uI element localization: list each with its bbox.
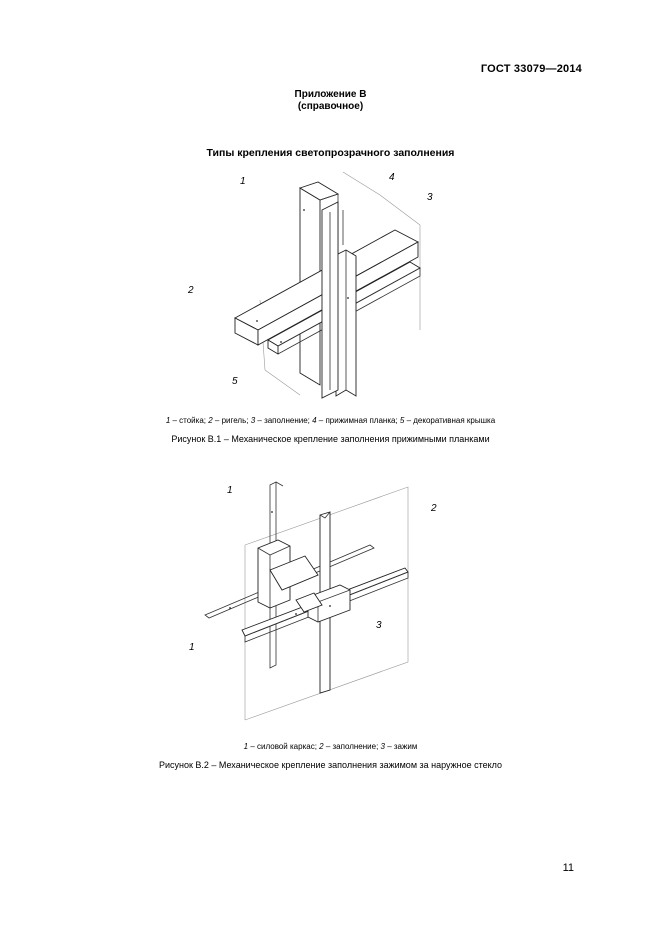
figure-1-caption: Рисунок В.1 – Механическое крепление заполнения прижимными планками [171, 434, 490, 444]
annex-title: Приложение В [294, 89, 367, 100]
fig1-legend-text-1: – стойка; [170, 416, 209, 425]
fig1-legend-num-5: 5 [399, 416, 405, 425]
fig1-legend-text-5: – декоративная крышка [404, 416, 496, 425]
fig2-legend-text-3: – зажим [384, 742, 418, 751]
fig2-legend-text-2: – заполнение; [323, 742, 381, 751]
page-number: 11 [562, 862, 574, 874]
fig1-legend-num-1: 1 [165, 416, 171, 425]
fig1-legend-text-2: – ригель; [212, 416, 251, 425]
fig2-legend-num-3: 3 [380, 742, 385, 751]
section-title: Типы крепления светопрозрачного заполнения [206, 147, 455, 159]
fig1-label-3: 3 [427, 192, 433, 203]
fig1-legend-num-2: 2 [208, 416, 213, 425]
fig2-legend-text-1: – силовой каркас; [248, 742, 320, 751]
fig1-legend-text-3: – заполнение; [255, 416, 313, 425]
fig1-legend-num-3: 3 [250, 416, 256, 425]
fig2-legend-num-2: 2 [319, 742, 324, 751]
fig2-label-2: 2 [431, 503, 437, 514]
fig1-label-1: 1 [240, 176, 246, 187]
fig1-label-2: 2 [188, 285, 194, 296]
fig1-label-4: 4 [389, 172, 395, 183]
figure-2-caption: Рисунок В.2 – Механическое крепление заполнения зажимом за наружное стекло [158, 760, 503, 770]
fig1-legend-text-4: – прижимная планка; [316, 416, 400, 425]
fig2-legend-num-1: 1 [243, 742, 249, 751]
fig2-label-3: 3 [376, 620, 382, 631]
fig1-label-5: 5 [232, 376, 238, 387]
fig2-label-1-top: 1 [227, 485, 233, 496]
fig2-label-1-bottom: 1 [189, 642, 195, 653]
annex-subtitle: (справочное) [297, 101, 364, 112]
figure-2-legend [0, 742, 661, 751]
fig1-legend-num-4: 4 [312, 416, 317, 425]
document-header-standard: ГОСТ 33079—2014 [480, 63, 582, 75]
